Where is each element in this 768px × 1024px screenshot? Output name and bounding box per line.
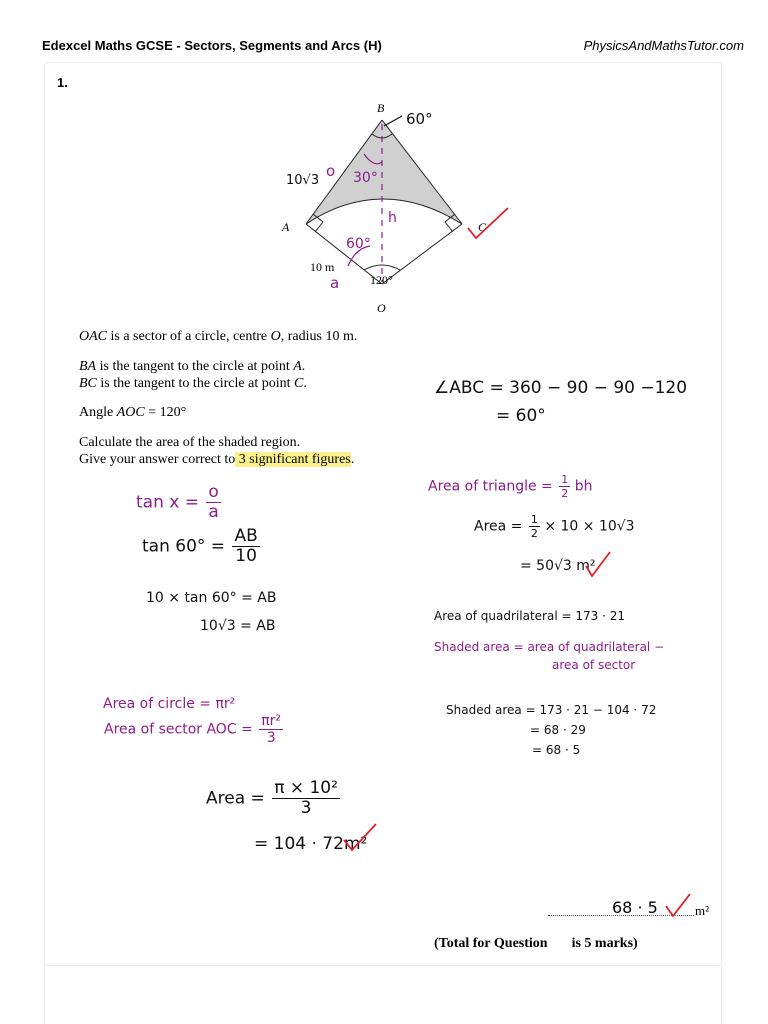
site-name: PhysicsAndMathsTutor.com [583,38,744,53]
tick-answer [664,892,692,920]
question-line-bc: BC is the tangent to the circle at point C. [79,376,307,391]
tick-triangle [584,550,612,580]
answer-unit: m² [695,903,710,918]
pointer-60 [384,116,402,126]
working-circle-area: Area of circle = πr² [103,696,236,712]
hand-30: 30° [353,170,378,186]
label-A: A [282,220,290,234]
hand-60-mid: 60° [346,236,371,252]
answer-value: 68 · 5 [612,898,658,917]
working-shaded-def-1: Shaded area = area of quadrilateral − [434,640,665,654]
working-tan-x: tan x = $\frac{o}{a}$ [136,482,219,522]
sector-diagram [270,96,530,322]
working-shaded-calc-3: = 68 · 5 [532,743,581,757]
label-C: C [478,220,487,234]
question-line-ba: BA is the tangent to the circle at point A. [79,359,306,374]
working-shaded-def-2: area of sector [552,658,636,672]
label-B: B [377,101,385,115]
working-angle-result: = 60° [496,406,546,426]
tick-area-sector [342,820,378,852]
working-sector-area: Area of sector AOC = $\frac{\text{πr²}}{3}$ [104,713,282,746]
hand-60-top: 60° [406,110,433,128]
working-tan-60: tan 60° = $\frac{AB}{10}$ [142,526,258,566]
working-shaded-calc-1: Shaded area = 173 · 21 − 104 · 72 [446,703,657,717]
working-triangle-calc: Area = $\frac{1}{2}$ × 10 × 10√3 [474,513,635,540]
highlight-sig-figs: 3 significant figures [235,452,351,467]
working-shaded-calc-2: = 68 · 29 [530,723,586,737]
hand-10root3: 10√3 [286,173,320,188]
hand-h: h [388,210,397,226]
question-instruction-sf: Give your answer correct to 3 significant figures. [79,452,355,467]
label-120: 120° [370,273,393,287]
label-O: O [377,301,386,315]
working-10root3: 10√3 = AB [200,618,276,634]
working-triangle-result: = 50√3 m² [520,558,596,574]
tick-diagram [468,208,508,238]
working-quadrilateral: Area of quadrilateral = 173 · 21 [434,609,625,623]
question-instruction: Calculate the area of the shaded region. [79,435,301,450]
question-line-sector: OAC is a sector of a circle, centre O, radius 10 m. [79,329,358,344]
working-angle-abc: ∠ABC = 360 − 90 − 90 −120 [434,378,688,398]
working-area-result: = 104 · 72m² [254,834,368,854]
working-triangle-formula: Area of triangle = $\frac{1}{2}$ bh [428,473,593,500]
hand-a: a [330,274,340,292]
document-title: Edexcel Maths GCSE - Sectors, Segments and Arcs (H) [42,38,382,53]
total-marks: (Total for Question is 5 marks) [434,936,638,951]
radius-OC [382,224,462,284]
hand-o: o [326,162,336,180]
bottom-strip [44,966,722,1024]
question-number: 1. [57,75,68,90]
working-area-calc: Area = $\frac{\text{π × 10²}}{3}$ [206,778,338,818]
working-10-tan60: 10 × tan 60° = AB [146,590,277,606]
question-line-angle: Angle AOC = 120° [79,405,187,420]
label-10m: 10 m [310,260,335,274]
